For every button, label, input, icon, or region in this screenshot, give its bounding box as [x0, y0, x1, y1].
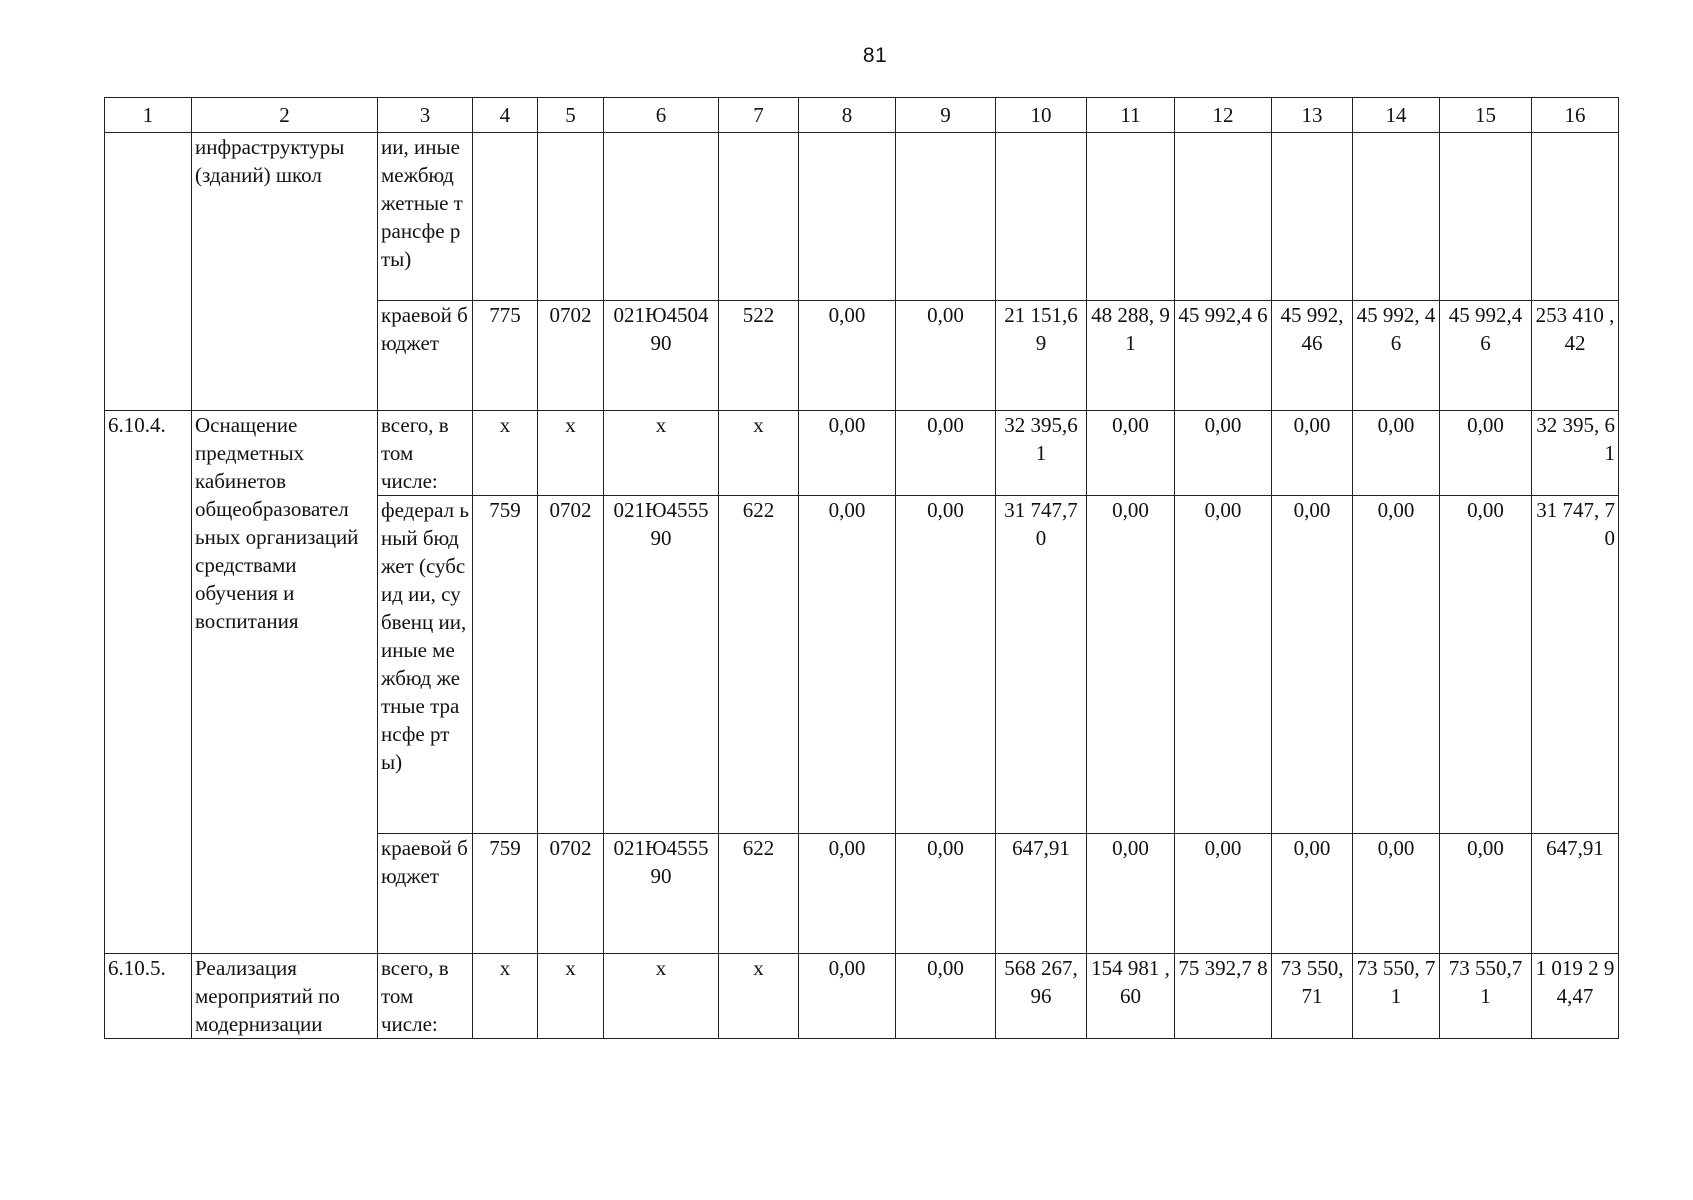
cell-col-4: x: [473, 954, 538, 1039]
cell-col-15: 0,00: [1440, 834, 1532, 954]
cell-col-9: 0,00: [896, 834, 996, 954]
header-col-1: 1: [105, 98, 192, 133]
empty-cell: [1532, 133, 1619, 301]
cell-col-7: x: [719, 954, 799, 1039]
cell-col-16: 647,91: [1532, 834, 1619, 954]
empty-cell: [604, 133, 719, 301]
row-id-cell: [105, 133, 192, 411]
cell-col-9: 0,00: [896, 411, 996, 496]
cell-col-15: 0,00: [1440, 496, 1532, 834]
row-id-cell: 6.10.4.: [105, 411, 192, 954]
cell-col-6: x: [604, 411, 719, 496]
cell-col-10: 647,91: [996, 834, 1087, 954]
cell-col-5: x: [538, 411, 604, 496]
cell-col-8: 0,00: [799, 411, 896, 496]
row-name-cell: инфраструктуры (зданий) школ: [192, 133, 378, 411]
empty-cell: [1087, 133, 1175, 301]
empty-cell: [719, 133, 799, 301]
cell-col-7: 622: [719, 834, 799, 954]
header-col-10: 10: [996, 98, 1087, 133]
cell-col-14: 0,00: [1353, 496, 1440, 834]
cell-col-15: 73 550,7 1: [1440, 954, 1532, 1039]
cell-col-8: 0,00: [799, 301, 896, 411]
header-col-15: 15: [1440, 98, 1532, 133]
cell-col-6: x: [604, 954, 719, 1039]
header-col-12: 12: [1175, 98, 1272, 133]
cell-col-16: 1 019 2 94,47: [1532, 954, 1619, 1039]
funding-source-cell: федерал ьный бюджет (субсид ии, субвенц ии, иные межбюд жетные трансфе рты): [378, 496, 473, 834]
cell-col-12: 0,00: [1175, 834, 1272, 954]
cell-col-4: 759: [473, 496, 538, 834]
header-col-6: 6: [604, 98, 719, 133]
row-id-cell: 6.10.5.: [105, 954, 192, 1039]
funding-source-cell: краевой бюджет: [378, 301, 473, 411]
cell-col-11: 0,00: [1087, 411, 1175, 496]
header-col-3: 3: [378, 98, 473, 133]
header-col-13: 13: [1272, 98, 1353, 133]
table-row: [105, 954, 1619, 1039]
funding-source-cell: краевой бюджет: [378, 834, 473, 954]
funding-source-cell: всего, в том числе:: [378, 954, 473, 1039]
cell-col-14: 73 550, 71: [1353, 954, 1440, 1039]
header-col-11: 11: [1087, 98, 1175, 133]
cell-col-15: 0,00: [1440, 411, 1532, 496]
cell-col-6: 021Ю4555 90: [604, 496, 719, 834]
cell-col-14: 45 992, 46: [1353, 301, 1440, 411]
cell-col-11: 154 981 ,60: [1087, 954, 1175, 1039]
cell-col-10: 32 395,6 1: [996, 411, 1087, 496]
table-row: [105, 133, 1619, 301]
cell-col-11: 48 288, 91: [1087, 301, 1175, 411]
table-row: [105, 411, 1619, 496]
header-col-9: 9: [896, 98, 996, 133]
cell-col-16: 32 395, 61: [1532, 411, 1619, 496]
empty-cell: [538, 133, 604, 301]
header-row: [105, 98, 1619, 133]
cell-col-9: 0,00: [896, 496, 996, 834]
cell-col-13: 0,00: [1272, 834, 1353, 954]
row-name-cell: Реализация мероприятий по модернизации: [192, 954, 378, 1039]
cell-col-11: 0,00: [1087, 834, 1175, 954]
header-col-5: 5: [538, 98, 604, 133]
cell-col-4: 759: [473, 834, 538, 954]
header-col-4: 4: [473, 98, 538, 133]
cell-col-15: 45 992,4 6: [1440, 301, 1532, 411]
header-col-7: 7: [719, 98, 799, 133]
cell-col-10: 31 747,7 0: [996, 496, 1087, 834]
funding-source-cell: всего, в том числе:: [378, 411, 473, 496]
empty-cell: [473, 133, 538, 301]
cell-col-12: 0,00: [1175, 411, 1272, 496]
cell-col-9: 0,00: [896, 301, 996, 411]
row-name-cell: Оснащение предметных кабинетов общеобразовател ьных организаций средствами обучения и воспитания: [192, 411, 378, 954]
funding-source-cell: ии, иные межбюд жетные трансфе рты): [378, 133, 473, 301]
cell-col-7: 522: [719, 301, 799, 411]
cell-col-14: 0,00: [1353, 411, 1440, 496]
cell-col-12: 45 992,4 6: [1175, 301, 1272, 411]
empty-cell: [896, 133, 996, 301]
empty-cell: [1175, 133, 1272, 301]
empty-cell: [799, 133, 896, 301]
cell-col-12: 75 392,7 8: [1175, 954, 1272, 1039]
cell-col-9: 0,00: [896, 954, 996, 1039]
cell-col-6: 021Ю4504 90: [604, 301, 719, 411]
budget-table: [104, 97, 1619, 1039]
cell-col-13: 0,00: [1272, 496, 1353, 834]
cell-col-7: x: [719, 411, 799, 496]
cell-col-13: 0,00: [1272, 411, 1353, 496]
cell-col-5: 0702: [538, 834, 604, 954]
cell-col-6: 021Ю4555 90: [604, 834, 719, 954]
empty-cell: [996, 133, 1087, 301]
cell-col-5: 0702: [538, 496, 604, 834]
header-col-8: 8: [799, 98, 896, 133]
cell-col-14: 0,00: [1353, 834, 1440, 954]
header-col-16: 16: [1532, 98, 1619, 133]
cell-col-8: 0,00: [799, 954, 896, 1039]
cell-col-7: 622: [719, 496, 799, 834]
cell-col-10: 21 151,6 9: [996, 301, 1087, 411]
cell-col-16: 31 747, 70: [1532, 496, 1619, 834]
cell-col-5: x: [538, 954, 604, 1039]
cell-col-12: 0,00: [1175, 496, 1272, 834]
cell-col-16: 253 410 ,42: [1532, 301, 1619, 411]
header-col-14: 14: [1353, 98, 1440, 133]
cell-col-13: 45 992, 46: [1272, 301, 1353, 411]
cell-col-5: 0702: [538, 301, 604, 411]
cell-col-8: 0,00: [799, 496, 896, 834]
cell-col-13: 73 550, 71: [1272, 954, 1353, 1039]
cell-col-4: 775: [473, 301, 538, 411]
cell-col-10: 568 267, 96: [996, 954, 1087, 1039]
empty-cell: [1353, 133, 1440, 301]
empty-cell: [1272, 133, 1353, 301]
cell-col-11: 0,00: [1087, 496, 1175, 834]
empty-cell: [1440, 133, 1532, 301]
cell-col-4: x: [473, 411, 538, 496]
page-number: 81: [862, 44, 888, 67]
cell-col-8: 0,00: [799, 834, 896, 954]
header-col-2: 2: [192, 98, 378, 133]
